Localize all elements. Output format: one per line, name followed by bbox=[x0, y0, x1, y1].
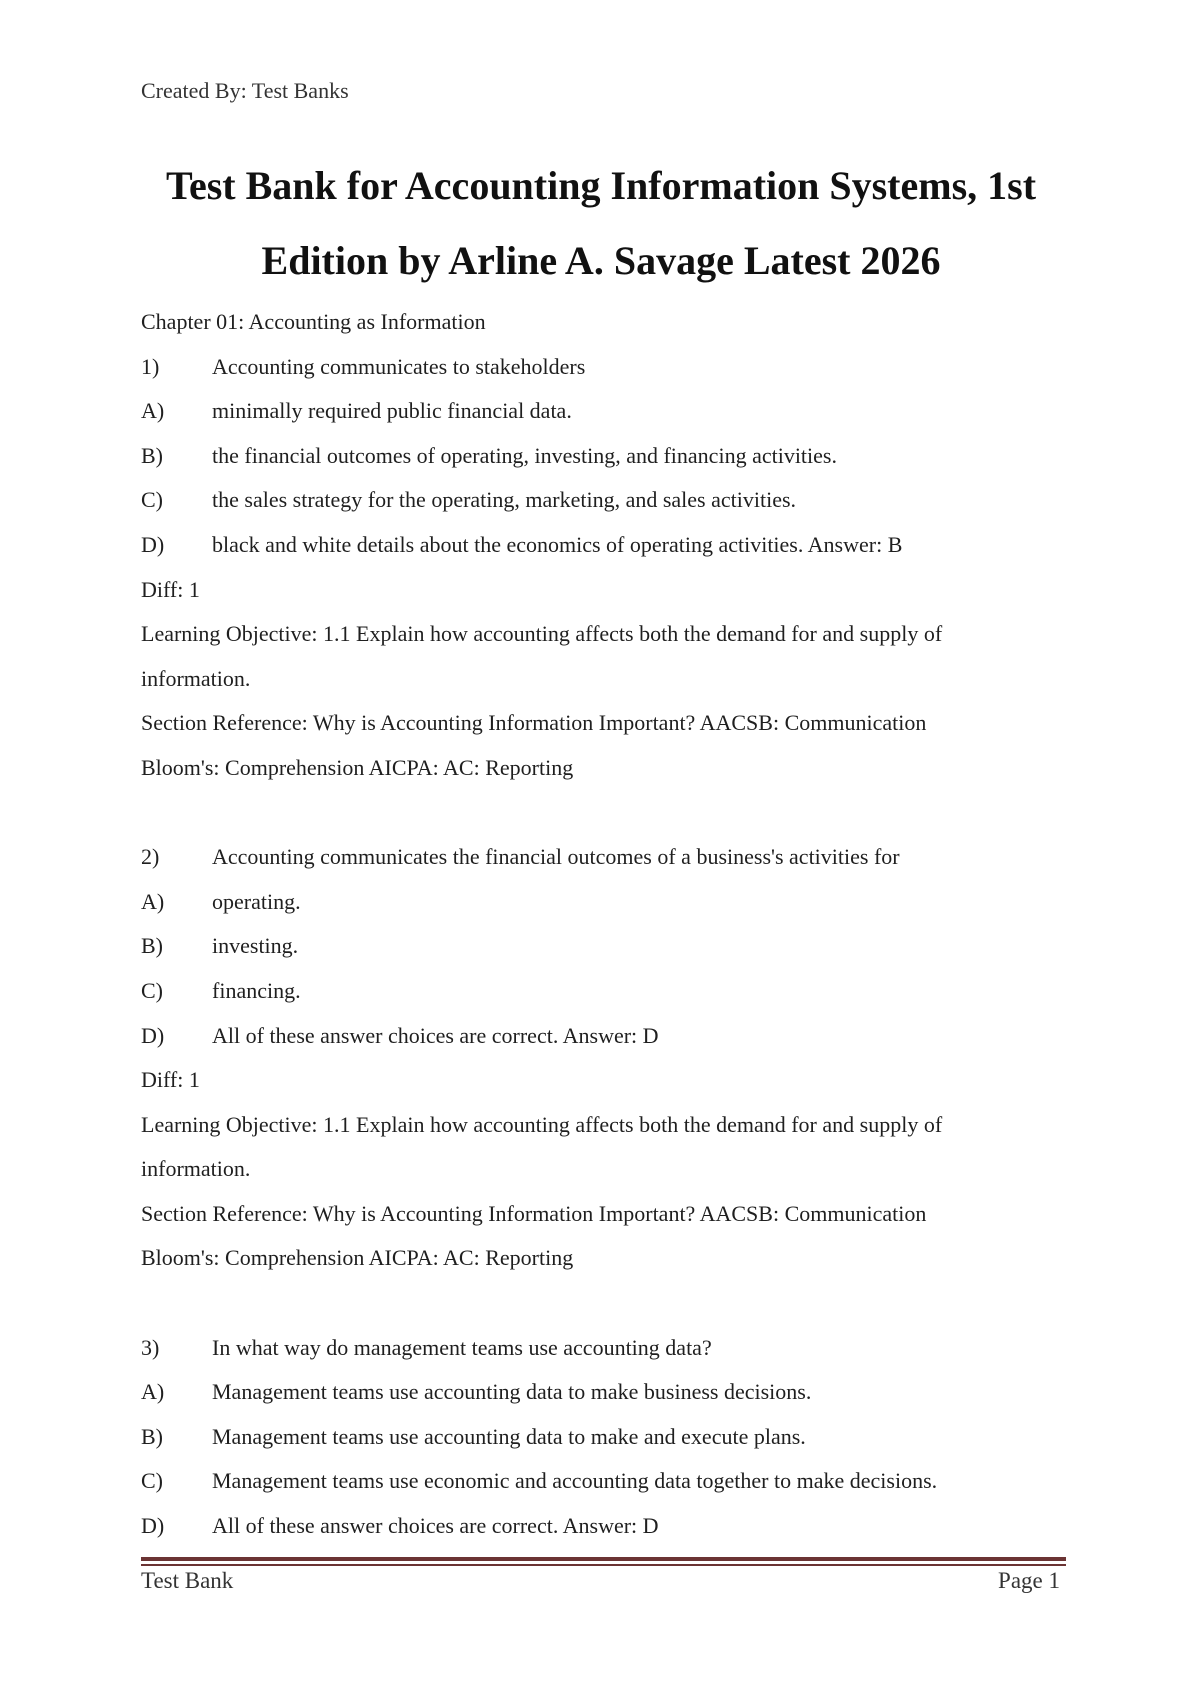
question-number: 2) bbox=[141, 844, 160, 870]
option-label: A) bbox=[141, 1379, 165, 1405]
option-label: A) bbox=[141, 888, 165, 914]
option-text: Management teams use accounting data to make and execute plans. bbox=[212, 1423, 806, 1449]
section-reference: Section Reference: Why is Accounting Information Important? AACSB: Communication bbox=[141, 1200, 927, 1226]
question-stem bbox=[141, 835, 1071, 880]
title-line-2: Edition by Arline A. Savage Latest 2026 bbox=[261, 238, 941, 283]
option-label: D) bbox=[141, 1022, 165, 1048]
option-text: Management teams use economic and accounting data together to make decisions. bbox=[212, 1468, 938, 1494]
option-text: Management teams use accounting data to make business decisions. bbox=[212, 1379, 812, 1405]
option-c bbox=[141, 969, 1071, 1014]
option-label: C) bbox=[141, 977, 163, 1003]
chapter-heading: Chapter 01: Accounting as Information bbox=[141, 309, 486, 334]
document-title bbox=[141, 148, 1061, 298]
option-text: minimally required public financial data. bbox=[212, 398, 572, 424]
learning-objective-cont: information. bbox=[141, 665, 251, 691]
question-text: Accounting communicates the financial outcomes of a business's activities for bbox=[212, 844, 900, 870]
question-2 bbox=[141, 835, 1071, 1281]
option-d bbox=[141, 1504, 1071, 1549]
option-text: investing. bbox=[212, 933, 299, 959]
option-b bbox=[141, 924, 1071, 969]
footer-label: Test Bank bbox=[141, 1568, 234, 1593]
option-text: operating. bbox=[212, 888, 301, 914]
difficulty: Diff: 1 bbox=[141, 576, 200, 602]
option-text: financing. bbox=[212, 977, 301, 1003]
option-label: D) bbox=[141, 1513, 165, 1539]
learning-objective: Learning Objective: 1.1 Explain how accounting affects both the demand for and supply of bbox=[141, 621, 943, 647]
document-body bbox=[141, 300, 1071, 1549]
option-a bbox=[141, 389, 1071, 434]
question-1 bbox=[141, 345, 1071, 791]
spacer bbox=[141, 1281, 1071, 1326]
question-text: Accounting communicates to stakeholders bbox=[212, 353, 586, 379]
option-text: All of these answer choices are correct. Answer: D bbox=[212, 1022, 659, 1048]
question-stem bbox=[141, 1326, 1071, 1371]
question-number: 3) bbox=[141, 1334, 160, 1360]
created-by-header: Created By: Test Banks bbox=[141, 78, 349, 103]
option-label: C) bbox=[141, 487, 163, 513]
option-text: the financial outcomes of operating, investing, and financing activities. bbox=[212, 442, 837, 468]
option-label: C) bbox=[141, 1468, 163, 1494]
title-line-1: Test Bank for Accounting Information Systems, 1st bbox=[165, 163, 1037, 208]
option-text: black and white details about the economics of operating activities. Answer: B bbox=[212, 531, 903, 557]
option-d bbox=[141, 523, 1071, 568]
question-text: In what way do management teams use accounting data? bbox=[212, 1334, 712, 1360]
option-label: D) bbox=[141, 531, 165, 557]
question-3 bbox=[141, 1326, 1071, 1549]
option-label: B) bbox=[141, 442, 163, 468]
option-label: B) bbox=[141, 1423, 163, 1449]
blooms-aicpa: Bloom's: Comprehension AICPA: AC: Reporting bbox=[141, 754, 574, 780]
question-number: 1) bbox=[141, 353, 160, 379]
option-text: the sales strategy for the operating, marketing, and sales activities. bbox=[212, 487, 797, 513]
option-c bbox=[141, 478, 1071, 523]
blooms-aicpa: Bloom's: Comprehension AICPA: AC: Reporting bbox=[141, 1245, 574, 1271]
option-label: A) bbox=[141, 398, 165, 424]
option-b bbox=[141, 1415, 1071, 1460]
footer-rule-thin bbox=[141, 1564, 1066, 1566]
difficulty: Diff: 1 bbox=[141, 1067, 200, 1093]
option-b bbox=[141, 434, 1071, 479]
option-text: All of these answer choices are correct. Answer: D bbox=[212, 1513, 659, 1539]
option-label: B) bbox=[141, 933, 163, 959]
page-number: Page 1 bbox=[998, 1568, 1060, 1593]
option-c bbox=[141, 1459, 1071, 1504]
question-stem bbox=[141, 345, 1071, 390]
learning-objective: Learning Objective: 1.1 Explain how accounting affects both the demand for and supply of bbox=[141, 1111, 943, 1137]
footer-rule-thick bbox=[141, 1557, 1066, 1561]
learning-objective-cont: information. bbox=[141, 1156, 251, 1182]
spacer bbox=[141, 791, 1071, 836]
section-reference: Section Reference: Why is Accounting Information Important? AACSB: Communication bbox=[141, 710, 927, 736]
option-a bbox=[141, 1370, 1071, 1415]
option-d bbox=[141, 1014, 1071, 1059]
option-a bbox=[141, 880, 1071, 925]
